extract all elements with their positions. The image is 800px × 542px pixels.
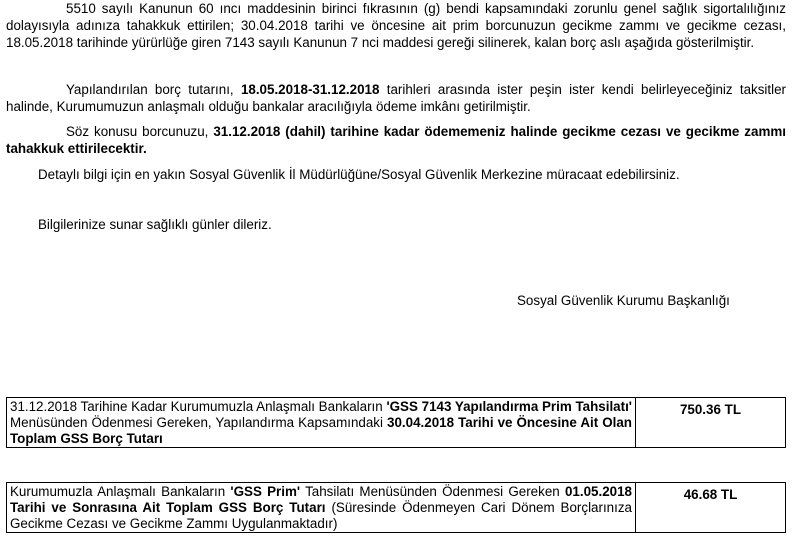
signature-institution-text: Sosyal Güvenlik Kurumu Başkanlığı: [517, 293, 730, 308]
restructured-desc-part-a: 31.12.2018 Tarihine Kadar Kurumumuzla Anlaşmalı Bankaların: [10, 399, 383, 414]
closing-greeting-text: Bilgilerinize sunar sağlıklı günler dileriz.: [38, 217, 272, 232]
paragraph-deadline-warning: [6, 123, 786, 157]
deadline-warning-bold: 31.12.2018 (dahil) tarihine kadar ödememeniz halinde gecikme cezası ve gecikme zammı tahakkuk ettirilecektir.: [6, 124, 786, 156]
paragraph-contact-info: [38, 166, 680, 183]
restructured-debt-amount: 750.36 TL: [636, 398, 786, 448]
current-debt-amount: 46.68 TL: [636, 483, 786, 533]
deadline-text-start: Söz konusu borcunuzu,: [66, 124, 209, 139]
current-debt-description: [7, 483, 636, 533]
paragraph-gss-debt-intro: [6, 0, 786, 51]
table-row: [7, 483, 786, 533]
restructured-desc-part-c: Menüsünden Ödenmesi Gereken, Yapılandırma Kapsamındaki: [10, 415, 383, 430]
current-desc-note: (Süresinde Ödenmeyen Cari Dönem Borçlarınıza Gecikme Cezası ve Gecikme Zammı Uygulanmaktadır): [10, 500, 632, 531]
current-desc-menu-name: 'GSS Prim': [230, 484, 301, 499]
debt-table-current: [6, 482, 786, 533]
restructured-desc-period: 30.04.2018 Tarihi ve Öncesine Ait Olan Toplam GSS Borç Tutarı: [10, 415, 632, 446]
current-desc-period: 01.05.2018 Tarihi ve Sonrasına Ait Toplam GSS Borç Tutarı: [10, 484, 632, 515]
restructured-desc-menu-name: 'GSS 7143 Yapılandırma Prim Tahsilatı': [386, 399, 632, 414]
paragraph-gss-debt-intro-text: 5510 sayılı Kanunun 60 ıncı maddesinin birinci fıkrasının (g) bendi kapsamındaki zorunlu genel sağlık sigortalılığınız dolayısıyla adınıza tahakkuk ettirilen; 30.04.2018 tarihi ve öncesine ait prim borcunuzun gecikme zammı ve gecikme cezası, 18.05.2018 tarihinde yürürlüğe giren 7143 sayılı Kanunun 7 nci maddesi gereği silinerek, kalan borç aslı aşağıda gösterilmiştir.: [6, 1, 786, 50]
installment-text-end: tarihleri arasında ister peşin ister kendi belirleyeceğiniz taksitler halinde, Kurumumuzun anlaşmalı olduğu bankalar aracılığıyla ödeme imkânı getirilmiştir.: [6, 82, 786, 114]
current-desc-part-a: Kurumumuzla Anlaşmalı Bankaların: [10, 484, 226, 499]
installment-text-start: Yapılandırılan borç tutarını,: [66, 82, 234, 97]
current-desc-part-c: Tahsilatı Menüsünden Ödenmesi Gereken: [305, 484, 560, 499]
paragraph-installment-info: [6, 81, 786, 115]
contact-info-text: Detaylı bilgi için en yakın Sosyal Güvenlik İl Müdürlüğüne/Sosyal Güvenlik Merkezine müracaat edebilirsiniz.: [38, 167, 680, 182]
installment-date-range: 18.05.2018-31.12.2018: [240, 82, 380, 97]
restructured-debt-description: [7, 398, 636, 448]
debt-table-restructured: [6, 397, 786, 448]
table-row: [7, 398, 786, 448]
signature-institution: [517, 292, 730, 309]
closing-greeting: [38, 216, 272, 233]
